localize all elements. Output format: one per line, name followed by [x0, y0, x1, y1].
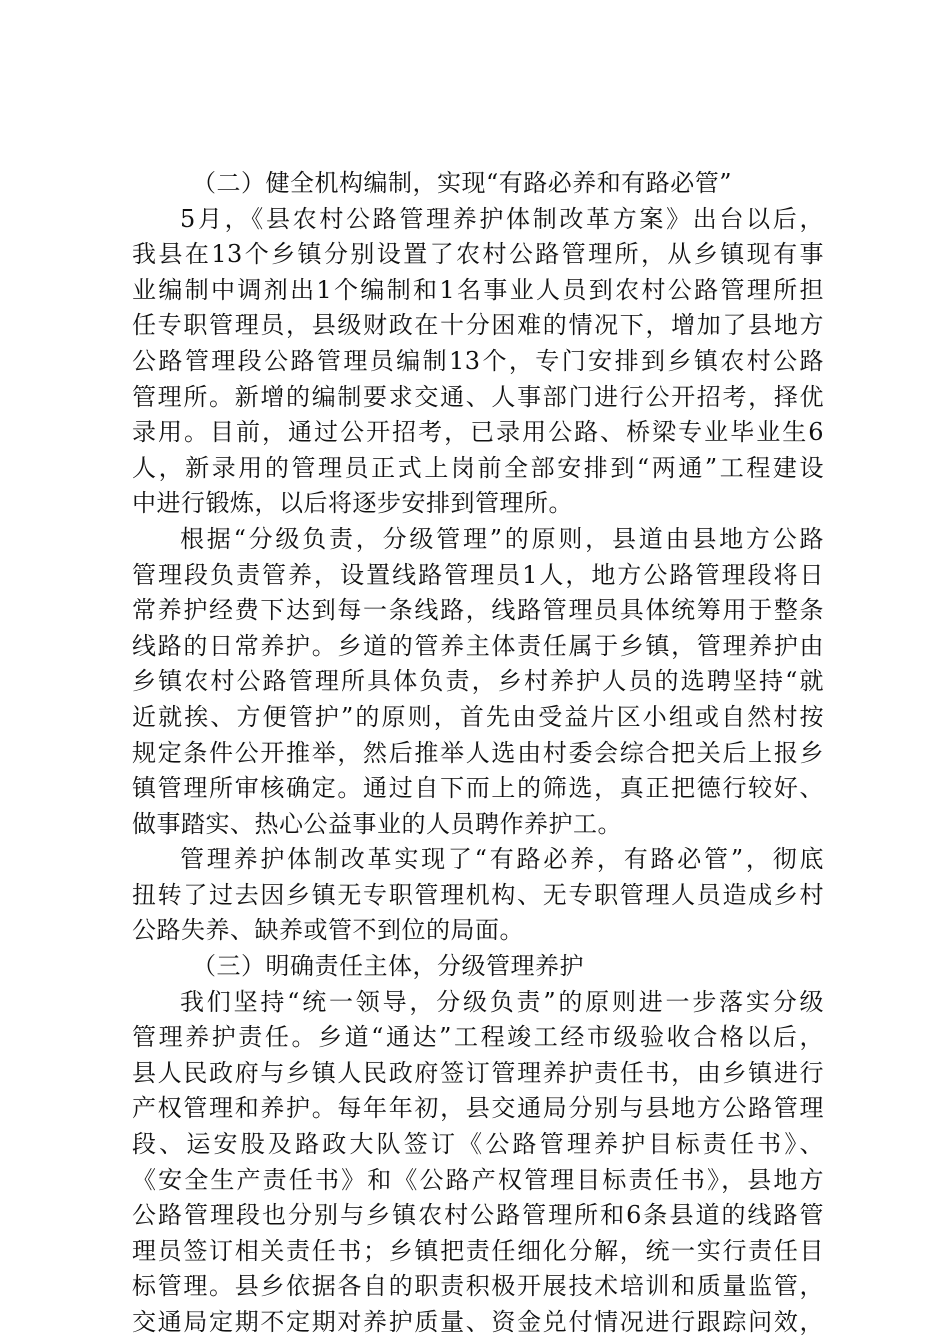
- section-heading-2: （二）健全机构编制，实现“有路必养和有路必管”: [192, 169, 733, 197]
- paragraph-line: 管理养护体制改革实现了“有路必养，有路必管”，彻底: [180, 845, 824, 874]
- paragraph-line: 规定条件公开推举，然后推举人选由村委会综合把关后上报乡: [132, 738, 824, 767]
- paragraph-line: 近就挨、方便管护”的原则，首先由受益片区小组或自然村按: [132, 702, 824, 731]
- paragraph-line: 扭转了过去因乡镇无专职管理机构、无专职管理人员造成乡村: [132, 880, 824, 909]
- paragraph-line: 我县在13个乡镇分别设置了农村公路管理所，从乡镇现有事: [132, 240, 824, 269]
- paragraph-line: 常养护经费下达到每一条线路，线路管理员具体统筹用于整条: [132, 596, 824, 625]
- paragraph-line: 管理养护责任。乡道“通达”工程竣工经市级验收合格以后，: [132, 1023, 824, 1052]
- paragraph-line: 交通局定期不定期对养护质量、资金兑付情况进行跟踪问效，: [132, 1308, 824, 1336]
- paragraph-line: 产权管理和养护。每年年初，县交通局分别与县地方公路管理: [132, 1094, 824, 1123]
- paragraph-line: 管理所。新增的编制要求交通、人事部门进行公开招考，择优: [132, 382, 824, 411]
- paragraph-line: 任专职管理员，县级财政在十分困难的情况下，增加了县地方: [132, 311, 824, 340]
- paragraph-line: 人，新录用的管理员正式上岗前全部安排到“两通”工程建设: [132, 453, 824, 482]
- paragraph-line: 5月，《县农村公路管理养护体制改革方案》出台以后，: [180, 204, 824, 233]
- paragraph-line: 《安全生产责任书》和《公路产权管理目标责任书》，县地方: [132, 1165, 824, 1194]
- paragraph-line: 线路的日常养护。乡道的管养主体责任属于乡镇，管理养护由: [132, 631, 824, 660]
- paragraph-line: 段、运安股及路政大队签订《公路管理养护目标责任书》、: [132, 1130, 824, 1159]
- paragraph-line: 中进行锻炼，以后将逐步安排到管理所。: [132, 489, 573, 518]
- document-body: [132, 166, 824, 1341]
- paragraph-line: 业编制中调剂出1个编制和1名事业人员到农村公路管理所担: [132, 275, 824, 304]
- paragraph-line: 乡镇农村公路管理所具体负责，乡村养护人员的选聘坚持“就: [132, 667, 824, 696]
- paragraph-line: 管理段负责管养，设置线路管理员1人，地方公路管理段将日: [132, 560, 824, 589]
- paragraph-line: 标管理。县乡依据各自的职责积极开展技术培训和质量监管，: [132, 1272, 824, 1301]
- paragraph-line: 做事踏实、热心公益事业的人员聘作养护工。: [132, 809, 622, 838]
- paragraph-line: 镇管理所审核确定。通过自下而上的筛选，真正把德行较好、: [132, 774, 824, 803]
- paragraph-line: 根据“分级负责，分级管理”的原则，县道由县地方公路: [180, 524, 824, 553]
- paragraph-line: 我们坚持“统一领导，分级负责”的原则进一步落实分级: [180, 987, 824, 1016]
- paragraph-line: 县人民政府与乡镇人民政府签订管理养护责任书，由乡镇进行: [132, 1058, 824, 1087]
- section-heading-3: （三）明确责任主体，分级管理养护: [192, 952, 584, 981]
- paragraph-line: 公路管理段也分别与乡镇农村公路管理所和6条县道的线路管: [132, 1201, 824, 1230]
- paragraph-line: 公路管理段公路管理员编制13个，专门安排到乡镇农村公路: [132, 346, 824, 375]
- paragraph-line: 公路失养、缺养或管不到位的局面。: [132, 916, 524, 945]
- paragraph-line: 录用。目前，通过公开招考，已录用公路、桥梁专业毕业生6: [132, 418, 824, 447]
- paragraph-line: 理员签订相关责任书；乡镇把责任细化分解，统一实行责任目: [132, 1236, 824, 1265]
